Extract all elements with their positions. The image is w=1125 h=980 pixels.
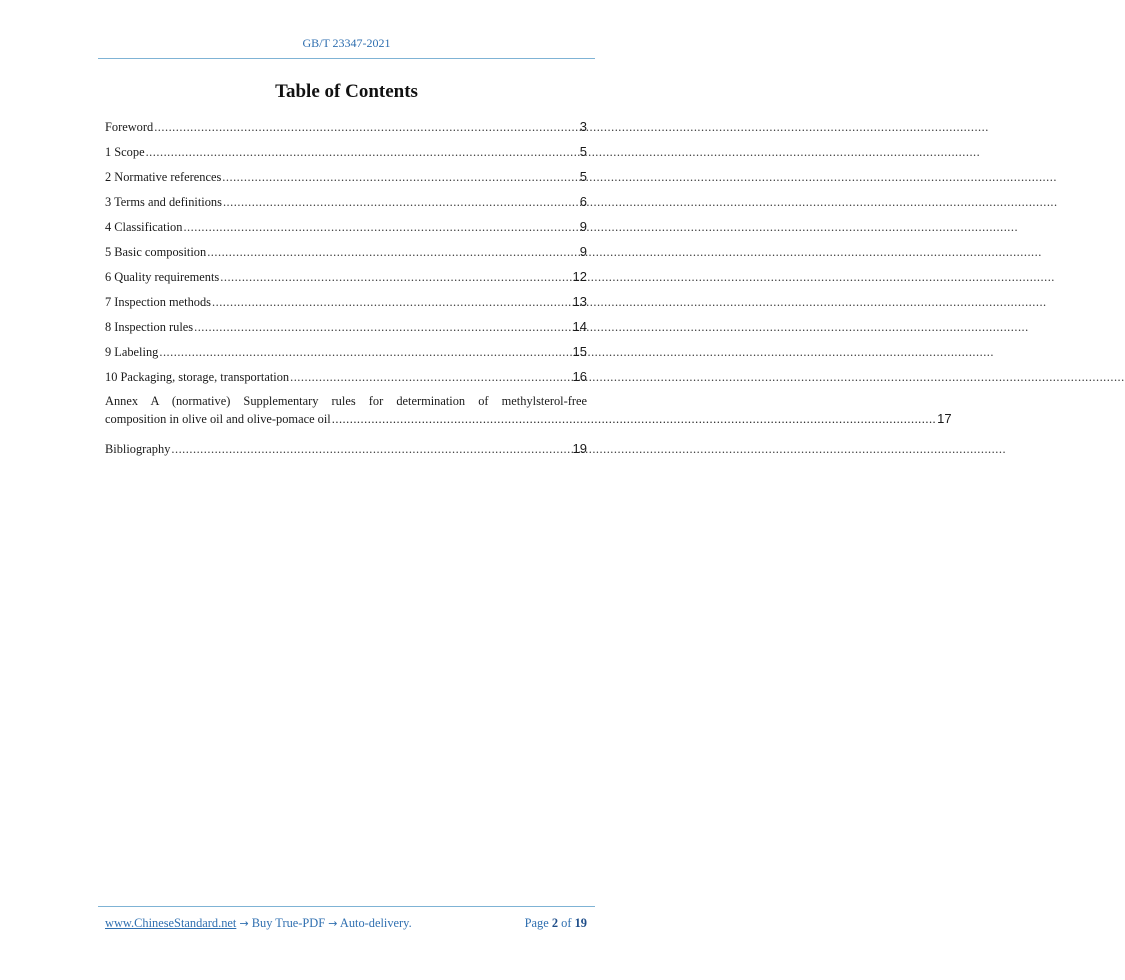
toc-entry-label-continued: composition in olive oil and olive-pomace oil [105,412,331,426]
page-footer [105,916,587,931]
arrow-right-icon: → [239,917,249,930]
buy-true-pdf-link[interactable]: Buy True-PDF [251,916,326,930]
page-word: Page [524,916,549,930]
toc-entry-label: 8 Inspection rules [105,320,194,334]
toc-entry-bibliography[interactable] [105,440,587,465]
toc-entry-normative-references[interactable] [105,168,587,193]
header-divider [98,58,595,59]
toc-entry-basic-composition[interactable] [105,243,587,268]
toc-entry-page: 14 [572,319,587,334]
toc-entry-scope[interactable] [105,143,587,168]
toc-entry-label: 1 Scope [105,145,145,159]
toc-leader-dots [223,194,579,211]
toc-entry-labeling[interactable] [105,343,587,368]
toc-entry-foreword[interactable] [105,118,587,143]
toc-leader-dots: ........................................................................................................................................................................ [331,412,937,426]
toc-entry-page: 19 [572,441,587,456]
toc-entry-terms-and-definitions[interactable] [105,193,587,218]
toc-leader-dots [194,319,571,336]
toc-entry-page: 17 [937,411,952,426]
document-id: GB/T 23347-2021 [302,36,391,50]
toc-entry-label: Bibliography [105,442,171,456]
footer-links [105,916,412,931]
toc-leader-dots [222,169,578,186]
toc-leader-dots [207,244,579,261]
website-link[interactable]: www.ChineseStandard.net [105,916,237,930]
toc-leader-dots [183,219,578,236]
toc-leader-dots [290,369,571,386]
auto-delivery-text: Auto-delivery. [339,916,412,930]
toc-entry-label: 6 Quality requirements [105,270,220,284]
toc-entry-label: 10 Packaging, storage, transportation [105,370,290,384]
toc-entry-page: 12 [572,269,587,284]
toc-entry-label: 7 Inspection methods [105,295,211,309]
toc-entry-page: 9 [579,244,587,259]
toc-leader-dots [212,294,572,311]
toc-entry-label: 9 Labeling [105,345,159,359]
toc-entry-page: 6 [579,194,587,209]
toc-leader-dots [154,119,579,136]
toc-entry-page: 3 [579,119,587,134]
toc-leader-dots [159,344,571,361]
toc-entry-quality-requirements[interactable] [105,268,587,293]
toc-entry-label: 5 Basic composition [105,245,207,259]
page-title: Table of Contents [275,81,418,102]
arrow-right-icon: → [328,917,338,930]
toc-leader-dots [220,269,571,286]
toc-entry-classification[interactable] [105,218,587,243]
toc-entry-label: Annex A (normative) Supplementary rules for determination of methylsterol-free [105,394,587,408]
toc-entry-packaging[interactable] [105,368,587,393]
table-of-contents [105,118,952,465]
toc-leader-dots [146,144,579,161]
toc-entry-page: 13 [572,294,587,309]
total-page-count: 19 [574,916,587,930]
toc-entry-label: Foreword [105,120,154,134]
toc-entry-page: 15 [572,344,587,359]
toc-entry-annex-a[interactable] [105,393,952,440]
toc-entry-label: 4 Classification [105,220,183,234]
toc-entry-inspection-rules[interactable] [105,318,587,343]
footer-divider [98,906,595,907]
page-indicator [525,916,587,931]
toc-leader-dots [171,441,571,458]
toc-entry-page: 5 [579,169,587,184]
current-page-number: 2 [551,916,559,930]
toc-entry-label: 3 Terms and definitions [105,195,222,209]
toc-entry-page: 5 [579,144,587,159]
toc-entry-page: 9 [579,219,587,234]
toc-entry-page: 16 [572,369,587,384]
toc-entry-label: 2 Normative references [105,170,222,184]
of-word: of [561,916,572,930]
toc-entry-inspection-methods[interactable] [105,293,587,318]
page-header [0,36,693,51]
